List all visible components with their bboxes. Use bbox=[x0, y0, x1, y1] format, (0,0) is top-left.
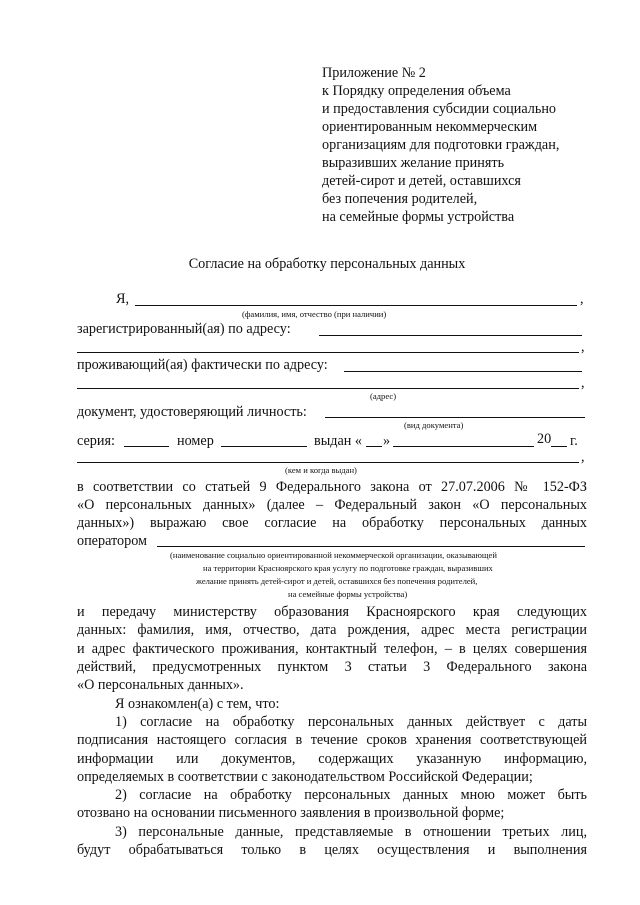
fio-field[interactable] bbox=[135, 305, 577, 306]
document-title: Согласие на обработку персональных данных bbox=[188, 256, 466, 272]
doc-type-hint: (вид документа) bbox=[404, 420, 464, 430]
address-hint: (адрес) bbox=[370, 391, 397, 401]
paragraph-line: будут обрабатываться только в целях осуществления и выполнения bbox=[77, 842, 587, 858]
issued-day-field[interactable] bbox=[366, 446, 382, 447]
comma: , bbox=[581, 339, 585, 355]
acknowledged-line: Я ознакомлен(а) с тем, что: bbox=[115, 696, 280, 712]
i-label: Я, bbox=[116, 291, 130, 307]
annex-line: Приложение № 2 bbox=[322, 65, 426, 81]
operator-label: оператором bbox=[77, 533, 148, 549]
paragraph-line: в соответствии со статьей 9 Федерального закона от 27.07.2006 № 152-ФЗ bbox=[77, 479, 587, 495]
annex-line: детей-сирот и детей, оставшихся bbox=[322, 173, 521, 189]
paragraph-line: информации или документов, содержащих указанную информацию, bbox=[77, 751, 587, 767]
issued-label: выдан « bbox=[314, 433, 362, 449]
annex-line: без попечения родителей, bbox=[322, 191, 478, 207]
issued-mid: » bbox=[383, 433, 391, 449]
series-label: серия: bbox=[77, 433, 115, 449]
paragraph-line: «О персональных данных». bbox=[77, 677, 244, 693]
issued-month-field[interactable] bbox=[393, 446, 534, 447]
registered-label: зарегистрированный(ая) по адресу: bbox=[77, 321, 291, 337]
annex-line: и предоставления субсидии социально bbox=[322, 101, 557, 117]
comma: , bbox=[581, 449, 585, 465]
operator-hint: на семейные формы устройства) bbox=[288, 589, 408, 599]
paragraph-line: «О персональных данных» (далее – Федеральный закон «О персональных bbox=[77, 497, 587, 513]
issuer-field[interactable] bbox=[77, 462, 579, 463]
operator-hint: на территории Красноярского края услугу по подготовке граждан, выразивших bbox=[203, 563, 493, 573]
paragraph-line: подписания настоящего согласия в течение сроков хранения соответствующей bbox=[77, 732, 587, 748]
registered-address-field[interactable] bbox=[319, 335, 582, 336]
residing-label: проживающий(ая) фактически по адресу: bbox=[77, 357, 328, 373]
issuer-hint: (кем и когда выдан) bbox=[285, 465, 357, 475]
annex-line: на семейные формы устройства bbox=[322, 209, 515, 225]
paragraph-line: отозвано на основании письменного заявления в произвольной форме; bbox=[77, 805, 505, 821]
paragraph-line: и адрес фактического проживания, контактный телефон, – в целях совершения bbox=[77, 641, 587, 657]
registered-address-field-2[interactable] bbox=[77, 352, 579, 353]
residing-address-field[interactable] bbox=[344, 371, 582, 372]
series-field[interactable] bbox=[124, 446, 169, 447]
operator-field[interactable] bbox=[157, 546, 585, 547]
residing-address-field-2[interactable] bbox=[77, 388, 579, 389]
fio-hint: (фамилия, имя, отчество (при наличии) bbox=[242, 309, 387, 319]
annex-line: выразивших желание принять bbox=[322, 155, 505, 171]
paragraph-line: и передачу министерству образования Красноярского края следующих bbox=[77, 604, 587, 620]
paragraph-line: определяемых в соответствии с законодательством Российской Федерации; bbox=[77, 769, 533, 785]
annex-line: ориентированным некоммерческим bbox=[322, 119, 538, 135]
year-prefix: 20 bbox=[537, 431, 552, 447]
comma: , bbox=[580, 291, 584, 307]
paragraph-line: 3) персональные данные, представляемые в отношении третьих лиц, bbox=[115, 824, 587, 840]
document-type-field[interactable] bbox=[325, 417, 585, 418]
year-suffix: г. bbox=[570, 433, 578, 449]
comma: , bbox=[581, 375, 585, 391]
operator-hint: желание принять детей-сирот и детей, оставшихся без попечения родителей, bbox=[196, 576, 478, 586]
paragraph-line: данных: фамилия, имя, отчество, дата рождения, адрес места регистрации bbox=[77, 622, 587, 638]
annex-line: организациям для подготовки граждан, bbox=[322, 137, 560, 153]
paragraph-line: данных») выражаю свое согласие на обработку персональных данных bbox=[77, 515, 587, 531]
number-field[interactable] bbox=[221, 446, 307, 447]
paragraph-line: действий, предусмотренных пунктом 3 статьи 3 Федерального закона bbox=[77, 659, 587, 675]
document-label: документ, удостоверяющий личность: bbox=[77, 404, 307, 420]
paragraph-line: 1) согласие на обработку персональных данных действует с даты bbox=[115, 714, 587, 730]
annex-line: к Порядку определения объема bbox=[322, 83, 511, 99]
issued-year-field[interactable] bbox=[551, 446, 567, 447]
number-label: номер bbox=[177, 433, 214, 449]
operator-hint: (наименование социально ориентированной некоммерческой организации, оказывающей bbox=[170, 550, 497, 560]
paragraph-line: 2) согласие на обработку персональных данных мною может быть bbox=[115, 787, 587, 803]
